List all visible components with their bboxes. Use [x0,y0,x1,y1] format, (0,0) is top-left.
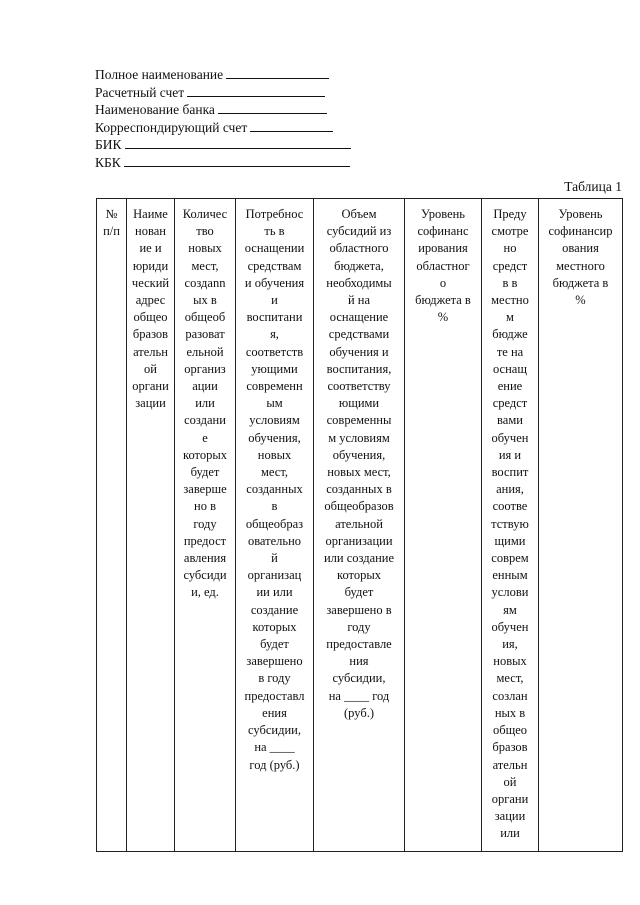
bik-field [95,136,351,154]
header-new-places-count: Количес тво новых мест, создann ых в общеоб разоват ельной организ ации или создани е которых будет заверше но в году предост авления субсиди и, ед. [175,199,236,852]
full-name-field [95,66,351,84]
full-name-label: Полное наименование [95,67,224,82]
header-number: № п/п [97,199,127,852]
table-caption: Таблица 1 [564,179,622,194]
bank-name-label: Наименование банка [95,102,215,118]
bank-name-blank [218,101,327,114]
full-name-blank [226,66,329,79]
header-local-budget-funds: Преду смотре но средст в в местно м бюдже те на оснащ ение средст вами обучен ия и воспит ания, соотве тствую щими соврем енным услови ям обучен ия, новых мест, созлан ных в общео бразов ательн ой органи зации или [482,199,539,852]
bik-blank [125,136,351,149]
header-row [97,199,623,852]
corr-account-label: Корреспондирующий счет [95,119,248,135]
header-regional-cofinancing: Уровень софинанс ирования областног о бюджета в % [405,199,482,852]
header-organization: Наиме нован ие и юриди ческий адрес общео бразов ательн ой органи зации [127,199,175,852]
account-label: Расчетный счет [95,84,185,100]
bank-name-field [95,101,351,119]
header-equipment-need: Потребнос ть в оснащении средствам и обучения и воспитани я, соответств ующими современн ым условиям обучения, новых мест, созданных в общеобраз овательно й организац ии или создание которых будет завершено в году предоставл ения субсидии, на ____ год (руб.) [236,199,314,852]
kbk-field [95,154,351,172]
account-field [95,84,351,102]
corr-account-field [95,119,351,137]
kbk-label: КБК [95,154,121,170]
requisites-block [95,66,351,172]
header-local-cofinancing: Уровень софинансир ования местного бюджета в % [539,199,623,852]
bik-label: БИК [95,137,122,153]
account-blank [187,84,325,97]
header-regional-subsidy: Объем субсидий из областного бюджета, необходимы й на оснащение средствами обучения и воспитания, соответству ющими современны м условиям обучения, новых мест, созданных в общеобразов ательной организации или создание которых будет завершено в году предоставле ния субсидии, на ____ год (руб.) [314,199,405,852]
corr-account-blank [250,119,333,132]
kbk-blank [124,154,350,167]
subsidy-table [96,198,623,852]
